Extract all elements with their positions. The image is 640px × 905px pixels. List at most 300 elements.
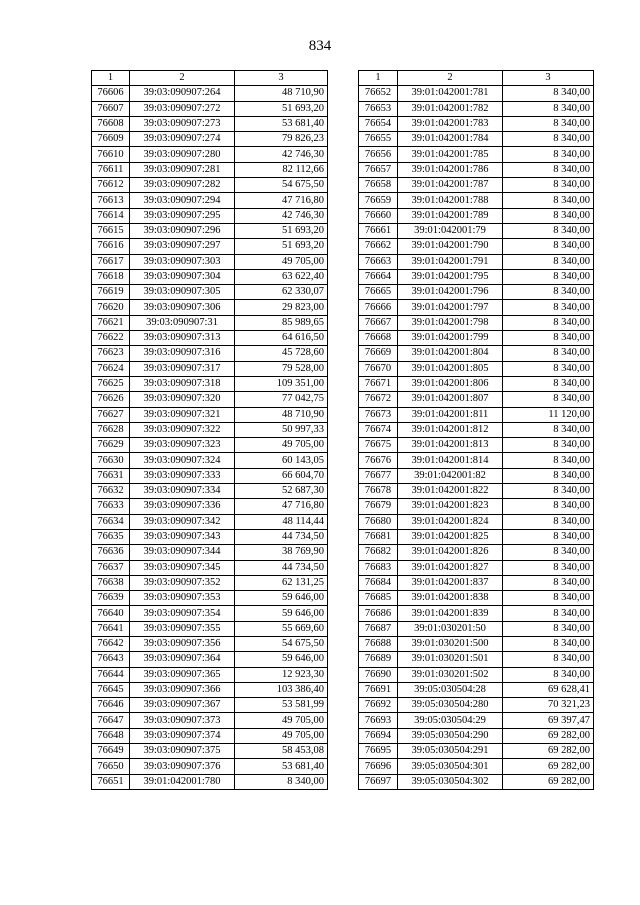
- cadastral-number-cell: 39:03:090907:366: [130, 682, 235, 697]
- table-row: [92, 223, 328, 238]
- table-row: [92, 239, 328, 254]
- cadastral-number-cell: 39:03:090907:317: [130, 361, 235, 376]
- row-number-cell: 76639: [92, 591, 130, 606]
- column-header: 2: [130, 71, 235, 86]
- cadastral-number-cell: 39:03:090907:324: [130, 453, 235, 468]
- row-number-cell: 76673: [359, 407, 398, 422]
- row-number-cell: 76646: [92, 698, 130, 713]
- value-cell: 8 340,00: [503, 269, 594, 284]
- value-cell: 48 710,90: [235, 86, 328, 101]
- table-row: [92, 392, 328, 407]
- cadastral-number-cell: 39:01:042001:780: [130, 774, 235, 789]
- table-row: [359, 422, 594, 437]
- table-row: [359, 254, 594, 269]
- table-row: [92, 514, 328, 529]
- row-number-cell: 76634: [92, 514, 130, 529]
- cadastral-number-cell: 39:03:090907:364: [130, 652, 235, 667]
- table-row: [359, 438, 594, 453]
- row-number-cell: 76675: [359, 438, 398, 453]
- table-row: [359, 621, 594, 636]
- page-number: 834: [308, 38, 332, 54]
- value-cell: 69 397,47: [503, 713, 594, 728]
- table-row: [359, 453, 594, 468]
- row-number-cell: 76612: [92, 178, 130, 193]
- cadastral-number-cell: 39:03:090907:303: [130, 254, 235, 269]
- table-row: [92, 208, 328, 223]
- row-number-cell: 76651: [92, 774, 130, 789]
- cadastral-number-cell: 39:01:042001:824: [398, 514, 503, 529]
- cadastral-number-cell: 39:03:090907:306: [130, 300, 235, 315]
- cadastral-number-cell: 39:03:090907:323: [130, 438, 235, 453]
- table-row: [359, 269, 594, 284]
- cadastral-number-cell: 39:01:042001:814: [398, 453, 503, 468]
- table-row: [359, 606, 594, 621]
- cadastral-number-cell: 39:03:090907:272: [130, 101, 235, 116]
- table-row: [359, 208, 594, 223]
- row-number-cell: 76628: [92, 422, 130, 437]
- row-number-cell: 76644: [92, 667, 130, 682]
- value-cell: 49 705,00: [235, 254, 328, 269]
- value-cell: 8 340,00: [503, 300, 594, 315]
- table-row: [359, 315, 594, 330]
- row-number-cell: 76614: [92, 208, 130, 223]
- value-cell: 8 340,00: [503, 422, 594, 437]
- value-cell: 66 604,70: [235, 468, 328, 483]
- table-row: [92, 376, 328, 391]
- table-header-row: [92, 71, 328, 86]
- value-cell: 8 340,00: [503, 514, 594, 529]
- row-number-cell: 76674: [359, 422, 398, 437]
- table-row: [359, 376, 594, 391]
- cadastral-number-cell: 39:03:090907:295: [130, 208, 235, 223]
- table-row: [92, 361, 328, 376]
- cadastral-number-cell: 39:03:090907:333: [130, 468, 235, 483]
- right-table-body: [359, 71, 594, 790]
- cadastral-number-cell: 39:01:042001:798: [398, 315, 503, 330]
- value-cell: 8 340,00: [503, 193, 594, 208]
- value-cell: 8 340,00: [503, 315, 594, 330]
- table-row: [92, 468, 328, 483]
- column-header: 2: [398, 71, 503, 86]
- cadastral-number-cell: 39:05:030504:291: [398, 744, 503, 759]
- cadastral-number-cell: 39:03:090907:280: [130, 147, 235, 162]
- table-row: [92, 667, 328, 682]
- row-number-cell: 76688: [359, 636, 398, 651]
- cadastral-number-cell: 39:01:042001:826: [398, 545, 503, 560]
- row-number-cell: 76676: [359, 453, 398, 468]
- row-number-cell: 76656: [359, 147, 398, 162]
- table-row: [92, 652, 328, 667]
- table-row: [359, 560, 594, 575]
- table-row: [359, 331, 594, 346]
- value-cell: 59 646,00: [235, 591, 328, 606]
- cadastral-number-cell: 39:03:090907:342: [130, 514, 235, 529]
- value-cell: 69 282,00: [503, 744, 594, 759]
- cadastral-number-cell: 39:03:090907:343: [130, 529, 235, 544]
- table-row: [92, 728, 328, 743]
- table-row: [92, 698, 328, 713]
- table-row: [92, 484, 328, 499]
- value-cell: 8 340,00: [503, 361, 594, 376]
- cadastral-number-cell: 39:03:090907:376: [130, 759, 235, 774]
- cadastral-number-cell: 39:01:042001:799: [398, 331, 503, 346]
- row-number-cell: 76632: [92, 484, 130, 499]
- table-row: [359, 300, 594, 315]
- row-number-cell: 76629: [92, 438, 130, 453]
- cadastral-number-cell: 39:03:090907:274: [130, 132, 235, 147]
- cadastral-number-cell: 39:01:042001:789: [398, 208, 503, 223]
- value-cell: 50 997,33: [235, 422, 328, 437]
- cadastral-number-cell: 39:01:030201:501: [398, 652, 503, 667]
- row-number-cell: 76654: [359, 116, 398, 131]
- table-row: [359, 575, 594, 590]
- cadastral-number-cell: 39:03:090907:294: [130, 193, 235, 208]
- cadastral-number-cell: 39:01:042001:795: [398, 269, 503, 284]
- row-number-cell: 76607: [92, 101, 130, 116]
- cadastral-number-cell: 39:01:042001:790: [398, 239, 503, 254]
- value-cell: 52 687,30: [235, 484, 328, 499]
- table-row: [359, 728, 594, 743]
- cadastral-number-cell: 39:01:042001:79: [398, 223, 503, 238]
- cadastral-number-cell: 39:03:090907:320: [130, 392, 235, 407]
- row-number-cell: 76621: [92, 315, 130, 330]
- row-number-cell: 76670: [359, 361, 398, 376]
- row-number-cell: 76657: [359, 162, 398, 177]
- value-cell: 8 340,00: [503, 285, 594, 300]
- row-number-cell: 76655: [359, 132, 398, 147]
- value-cell: 8 340,00: [503, 392, 594, 407]
- row-number-cell: 76620: [92, 300, 130, 315]
- value-cell: 59 646,00: [235, 652, 328, 667]
- cadastral-number-cell: 39:03:090907:321: [130, 407, 235, 422]
- table-row: [92, 269, 328, 284]
- value-cell: 64 616,50: [235, 331, 328, 346]
- table-row: [92, 560, 328, 575]
- row-number-cell: 76685: [359, 591, 398, 606]
- cadastral-number-cell: 39:03:090907:334: [130, 484, 235, 499]
- value-cell: 8 340,00: [503, 606, 594, 621]
- table-row: [359, 698, 594, 713]
- table-row: [359, 499, 594, 514]
- table-row: [92, 682, 328, 697]
- cadastral-number-cell: 39:01:042001:796: [398, 285, 503, 300]
- table-row: [92, 193, 328, 208]
- row-number-cell: 76641: [92, 621, 130, 636]
- table-row: [359, 132, 594, 147]
- cadastral-number-cell: 39:05:030504:290: [398, 728, 503, 743]
- cadastral-number-cell: 39:03:090907:373: [130, 713, 235, 728]
- value-cell: 69 628,41: [503, 682, 594, 697]
- table-row: [359, 193, 594, 208]
- value-cell: 44 734,50: [235, 529, 328, 544]
- value-cell: 8 340,00: [503, 545, 594, 560]
- row-number-cell: 76617: [92, 254, 130, 269]
- row-number-cell: 76608: [92, 116, 130, 131]
- table-row: [92, 422, 328, 437]
- cadastral-number-cell: 39:03:090907:354: [130, 606, 235, 621]
- row-number-cell: 76624: [92, 361, 130, 376]
- cadastral-number-cell: 39:03:090907:365: [130, 667, 235, 682]
- table-row: [92, 132, 328, 147]
- row-number-cell: 76697: [359, 774, 398, 789]
- value-cell: 8 340,00: [503, 636, 594, 651]
- cadastral-number-cell: 39:01:042001:782: [398, 101, 503, 116]
- table-row: [359, 744, 594, 759]
- cadastral-number-cell: 39:03:090907:322: [130, 422, 235, 437]
- row-number-cell: 76616: [92, 239, 130, 254]
- cadastral-number-cell: 39:01:042001:813: [398, 438, 503, 453]
- value-cell: 45 728,60: [235, 346, 328, 361]
- row-number-cell: 76647: [92, 713, 130, 728]
- cadastral-number-cell: 39:01:042001:785: [398, 147, 503, 162]
- value-cell: 51 693,20: [235, 239, 328, 254]
- value-cell: 8 340,00: [503, 223, 594, 238]
- value-cell: 8 340,00: [503, 147, 594, 162]
- row-number-cell: 76642: [92, 636, 130, 651]
- table-row: [359, 529, 594, 544]
- cadastral-number-cell: 39:03:090907:374: [130, 728, 235, 743]
- cadastral-number-cell: 39:01:042001:822: [398, 484, 503, 499]
- row-number-cell: 76636: [92, 545, 130, 560]
- cadastral-number-cell: 39:03:090907:273: [130, 116, 235, 131]
- row-number-cell: 76667: [359, 315, 398, 330]
- value-cell: 8 340,00: [503, 575, 594, 590]
- table-row: [359, 591, 594, 606]
- row-number-cell: 76660: [359, 208, 398, 223]
- value-cell: 8 340,00: [503, 239, 594, 254]
- table-row: [359, 86, 594, 101]
- value-cell: 49 705,00: [235, 728, 328, 743]
- table-row: [92, 713, 328, 728]
- value-cell: 54 675,50: [235, 178, 328, 193]
- value-cell: 53 581,99: [235, 698, 328, 713]
- value-cell: 8 340,00: [503, 560, 594, 575]
- row-number-cell: 76678: [359, 484, 398, 499]
- cadastral-number-cell: 39:01:042001:781: [398, 86, 503, 101]
- table-row: [92, 759, 328, 774]
- value-cell: 48 710,90: [235, 407, 328, 422]
- value-cell: 8 340,00: [503, 499, 594, 514]
- value-cell: 47 716,80: [235, 193, 328, 208]
- row-number-cell: 76690: [359, 667, 398, 682]
- cadastral-number-cell: 39:01:042001:787: [398, 178, 503, 193]
- cadastral-number-cell: 39:03:090907:356: [130, 636, 235, 651]
- cadastral-number-cell: 39:03:090907:297: [130, 239, 235, 254]
- table-row: [92, 315, 328, 330]
- value-cell: 8 340,00: [503, 132, 594, 147]
- value-cell: 109 351,00: [235, 376, 328, 391]
- row-number-cell: 76692: [359, 698, 398, 713]
- row-number-cell: 76677: [359, 468, 398, 483]
- cadastral-number-cell: 39:05:030504:29: [398, 713, 503, 728]
- row-number-cell: 76668: [359, 331, 398, 346]
- row-number-cell: 76650: [92, 759, 130, 774]
- table-row: [359, 468, 594, 483]
- table-row: [92, 529, 328, 544]
- table-row: [92, 545, 328, 560]
- value-cell: 82 112,66: [235, 162, 328, 177]
- value-cell: 53 681,40: [235, 759, 328, 774]
- cadastral-number-cell: 39:01:042001:807: [398, 392, 503, 407]
- table-row: [92, 744, 328, 759]
- table-row: [359, 285, 594, 300]
- value-cell: 8 340,00: [503, 178, 594, 193]
- table-row: [359, 545, 594, 560]
- cadastral-number-cell: 39:01:042001:788: [398, 193, 503, 208]
- table-row: [359, 101, 594, 116]
- value-cell: 8 340,00: [503, 652, 594, 667]
- value-cell: 49 705,00: [235, 713, 328, 728]
- table-row: [359, 162, 594, 177]
- cadastral-number-cell: 39:01:042001:804: [398, 346, 503, 361]
- table-row: [359, 407, 594, 422]
- value-cell: 63 622,40: [235, 269, 328, 284]
- value-cell: 58 453,08: [235, 744, 328, 759]
- table-row: [92, 116, 328, 131]
- cadastral-number-cell: 39:03:090907:31: [130, 315, 235, 330]
- row-number-cell: 76682: [359, 545, 398, 560]
- row-number-cell: 76627: [92, 407, 130, 422]
- cadastral-number-cell: 39:03:090907:264: [130, 86, 235, 101]
- cadastral-number-cell: 39:01:042001:811: [398, 407, 503, 422]
- column-header: 1: [359, 71, 398, 86]
- value-cell: 8 340,00: [503, 346, 594, 361]
- cadastral-number-cell: 39:03:090907:336: [130, 499, 235, 514]
- cadastral-number-cell: 39:01:042001:797: [398, 300, 503, 315]
- value-cell: 8 340,00: [503, 331, 594, 346]
- cadastral-number-cell: 39:01:042001:806: [398, 376, 503, 391]
- cadastral-number-cell: 39:01:042001:805: [398, 361, 503, 376]
- table-row: [92, 346, 328, 361]
- cadastral-number-cell: 39:01:042001:838: [398, 591, 503, 606]
- value-cell: 77 042,75: [235, 392, 328, 407]
- row-number-cell: 76635: [92, 529, 130, 544]
- table-row: [359, 116, 594, 131]
- value-cell: 62 131,25: [235, 575, 328, 590]
- row-number-cell: 76686: [359, 606, 398, 621]
- left-table-body: [92, 71, 328, 790]
- table-row: [92, 636, 328, 651]
- value-cell: 8 340,00: [503, 208, 594, 223]
- column-header: 3: [503, 71, 594, 86]
- cadastral-number-cell: 39:01:042001:837: [398, 575, 503, 590]
- row-number-cell: 76637: [92, 560, 130, 575]
- row-number-cell: 76694: [359, 728, 398, 743]
- cadastral-number-cell: 39:03:090907:313: [130, 331, 235, 346]
- value-cell: 44 734,50: [235, 560, 328, 575]
- column-header: 1: [92, 71, 130, 86]
- value-cell: 8 340,00: [503, 116, 594, 131]
- table-row: [92, 86, 328, 101]
- row-number-cell: 76626: [92, 392, 130, 407]
- cadastral-number-cell: 39:01:042001:783: [398, 116, 503, 131]
- row-number-cell: 76630: [92, 453, 130, 468]
- value-cell: 49 705,00: [235, 438, 328, 453]
- row-number-cell: 76671: [359, 376, 398, 391]
- row-number-cell: 76662: [359, 239, 398, 254]
- cadastral-number-cell: 39:03:090907:316: [130, 346, 235, 361]
- row-number-cell: 76659: [359, 193, 398, 208]
- table-row: [359, 667, 594, 682]
- table-row: [92, 162, 328, 177]
- value-cell: 69 282,00: [503, 759, 594, 774]
- value-cell: 12 923,30: [235, 667, 328, 682]
- table-row: [359, 759, 594, 774]
- table-row: [92, 453, 328, 468]
- cadastral-number-cell: 39:05:030504:302: [398, 774, 503, 789]
- table-row: [359, 713, 594, 728]
- table-row: [359, 346, 594, 361]
- cadastral-number-cell: 39:01:042001:825: [398, 529, 503, 544]
- table-row: [92, 407, 328, 422]
- row-number-cell: 76689: [359, 652, 398, 667]
- cadastral-number-cell: 39:03:090907:304: [130, 269, 235, 284]
- value-cell: 8 340,00: [503, 376, 594, 391]
- table-row: [359, 178, 594, 193]
- cadastral-number-cell: 39:05:030504:28: [398, 682, 503, 697]
- value-cell: 59 646,00: [235, 606, 328, 621]
- cadastral-number-cell: 39:03:090907:355: [130, 621, 235, 636]
- table-row: [92, 254, 328, 269]
- row-number-cell: 76696: [359, 759, 398, 774]
- value-cell: 79 528,00: [235, 361, 328, 376]
- row-number-cell: 76648: [92, 728, 130, 743]
- value-cell: 8 340,00: [503, 667, 594, 682]
- cadastral-number-cell: 39:03:090907:345: [130, 560, 235, 575]
- value-cell: 54 675,50: [235, 636, 328, 651]
- row-number-cell: 76623: [92, 346, 130, 361]
- value-cell: 8 340,00: [503, 529, 594, 544]
- row-number-cell: 76695: [359, 744, 398, 759]
- row-number-cell: 76619: [92, 285, 130, 300]
- value-cell: 8 340,00: [503, 86, 594, 101]
- value-cell: 42 746,30: [235, 147, 328, 162]
- row-number-cell: 76663: [359, 254, 398, 269]
- cadastral-number-cell: 39:01:030201:500: [398, 636, 503, 651]
- row-number-cell: 76661: [359, 223, 398, 238]
- row-number-cell: 76633: [92, 499, 130, 514]
- value-cell: 8 340,00: [503, 621, 594, 636]
- row-number-cell: 76649: [92, 744, 130, 759]
- cadastral-number-cell: 39:01:042001:791: [398, 254, 503, 269]
- value-cell: 38 769,90: [235, 545, 328, 560]
- value-cell: 69 282,00: [503, 774, 594, 789]
- table-row: [92, 101, 328, 116]
- cadastral-number-cell: 39:03:090907:282: [130, 178, 235, 193]
- value-cell: 8 340,00: [503, 591, 594, 606]
- row-number-cell: 76625: [92, 376, 130, 391]
- value-cell: 51 693,20: [235, 101, 328, 116]
- table-row: [92, 285, 328, 300]
- row-number-cell: 76610: [92, 147, 130, 162]
- right-table: [358, 70, 594, 790]
- row-number-cell: 76666: [359, 300, 398, 315]
- row-number-cell: 76611: [92, 162, 130, 177]
- row-number-cell: 76622: [92, 331, 130, 346]
- cadastral-number-cell: 39:01:042001:786: [398, 162, 503, 177]
- table-row: [359, 147, 594, 162]
- value-cell: 8 340,00: [503, 254, 594, 269]
- row-number-cell: 76693: [359, 713, 398, 728]
- cadastral-number-cell: 39:03:090907:318: [130, 376, 235, 391]
- table-row: [359, 682, 594, 697]
- row-number-cell: 76606: [92, 86, 130, 101]
- table-row: [359, 484, 594, 499]
- value-cell: 8 340,00: [503, 101, 594, 116]
- row-number-cell: 76672: [359, 392, 398, 407]
- table-row: [92, 300, 328, 315]
- cadastral-number-cell: 39:03:090907:367: [130, 698, 235, 713]
